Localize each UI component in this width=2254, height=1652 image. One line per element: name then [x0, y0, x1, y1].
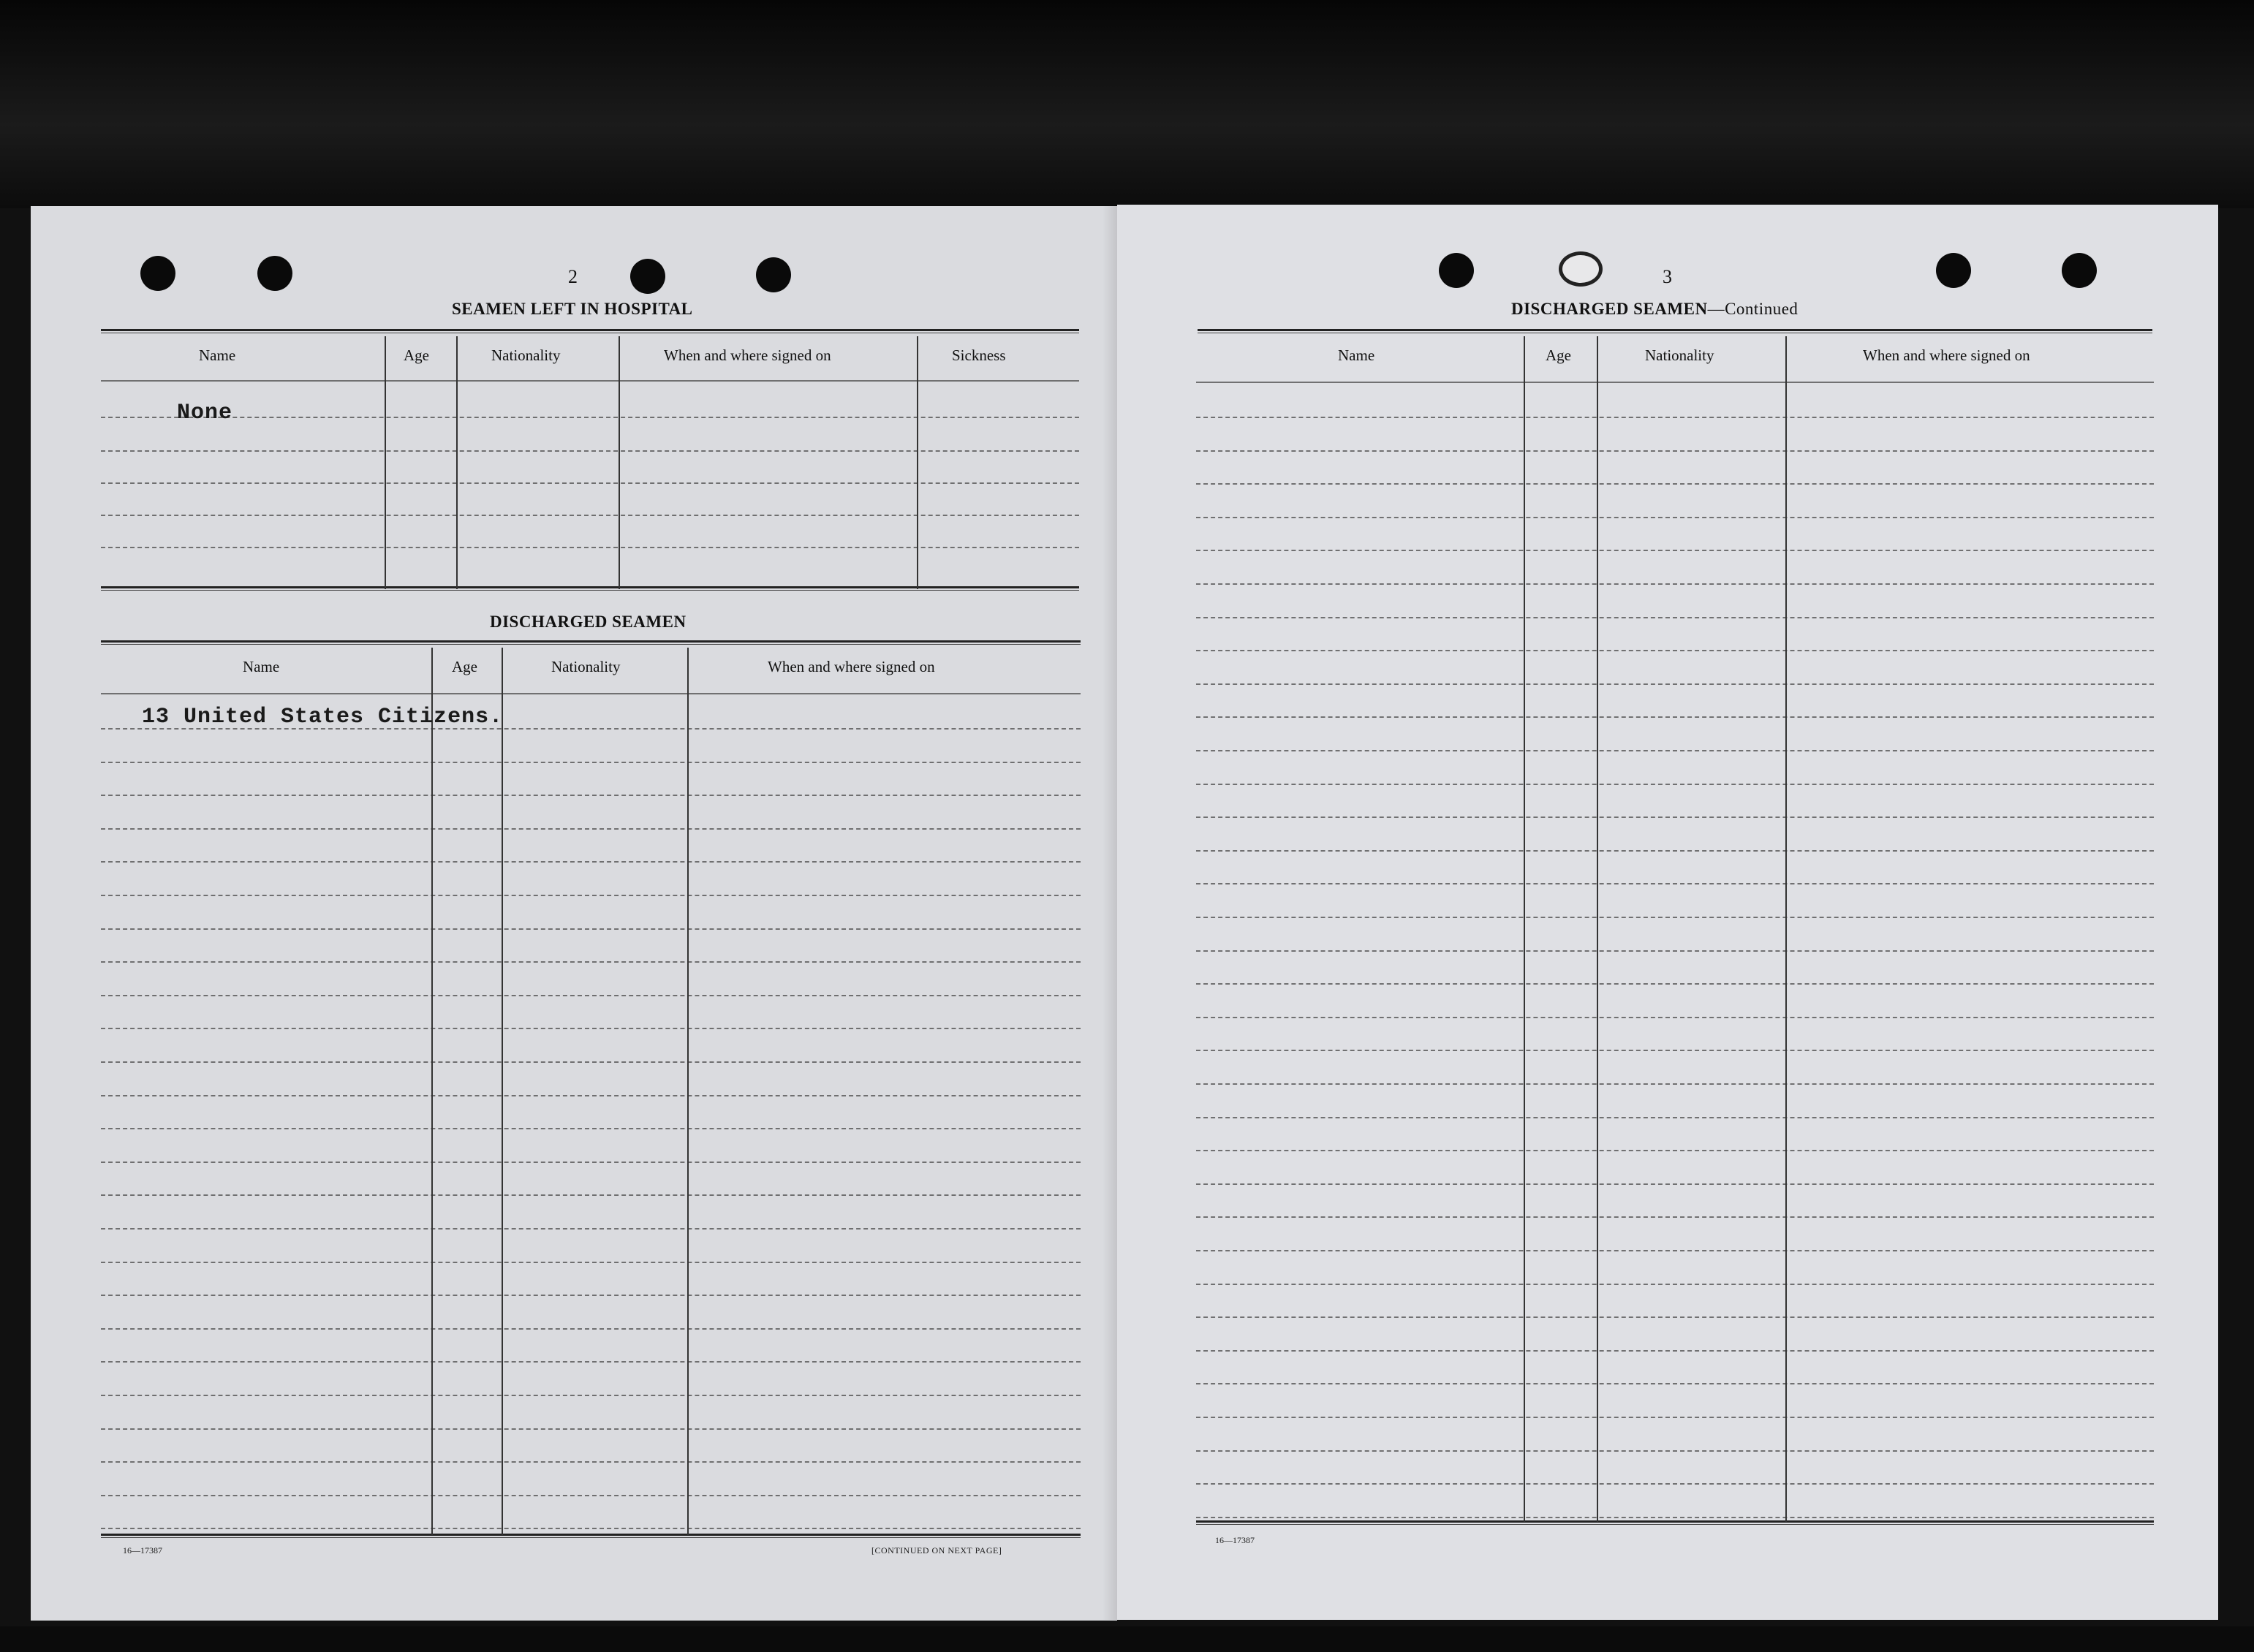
punch-hole: [1439, 253, 1474, 288]
row-rule: [101, 1028, 1081, 1029]
row-rule: [1196, 1450, 2154, 1452]
row-rule: [101, 762, 1081, 763]
page-number: 3: [1663, 266, 1672, 287]
section-title-suffix: —Continued: [1707, 300, 1799, 318]
row-rule: [1196, 1250, 2154, 1251]
column-divider: [1524, 336, 1525, 1522]
header-rule: [101, 380, 1079, 382]
row-rule: [1196, 850, 2154, 852]
row-rule: [101, 1428, 1081, 1430]
row-rule: [1196, 683, 2154, 685]
row-rule: [101, 1361, 1081, 1363]
row-rule: [101, 1461, 1081, 1463]
row-rule: [101, 928, 1081, 930]
row-rule: [101, 1262, 1081, 1263]
table-bottom-rule: [1196, 1520, 2154, 1525]
discharged-entry: 13 United States Citizens.: [142, 705, 504, 730]
row-rule: [1196, 417, 2154, 418]
row-rule: [1196, 1216, 2154, 1218]
punch-hole: [140, 256, 175, 291]
row-rule: [101, 515, 1079, 516]
row-rule: [1196, 617, 2154, 618]
column-header-nationality: Nationality: [1645, 346, 1714, 364]
row-rule: [1196, 583, 2154, 585]
row-rule: [101, 1528, 1081, 1529]
row-rule: [1196, 1417, 2154, 1418]
column-divider: [502, 648, 503, 1535]
continued-note: [CONTINUED ON NEXT PAGE]: [871, 1545, 1002, 1556]
row-rule: [101, 1495, 1081, 1496]
row-rule: [1196, 1183, 2154, 1185]
row-rule: [1196, 1483, 2154, 1485]
row-rule: [1196, 1383, 2154, 1384]
column-header-when-where: When and where signed on: [768, 658, 935, 675]
row-rule: [1196, 1316, 2154, 1318]
punch-hole: [257, 256, 292, 291]
row-rule: [101, 1295, 1081, 1296]
row-rule: [1196, 983, 2154, 985]
row-rule: [1196, 883, 2154, 884]
row-rule: [1196, 1083, 2154, 1085]
row-rule: [1196, 517, 2154, 518]
row-rule: [101, 417, 1079, 418]
column-header-name: Name: [243, 658, 280, 675]
column-header-sickness: Sickness: [952, 346, 1006, 364]
hospital-section-title: SEAMEN LEFT IN HOSPITAL: [452, 300, 693, 318]
row-rule: [101, 1328, 1081, 1330]
row-rule: [1196, 1117, 2154, 1118]
column-header-when-where: When and where signed on: [1863, 346, 2030, 364]
row-rule: [101, 828, 1081, 830]
row-rule: [101, 1228, 1081, 1229]
column-header-name: Name: [1338, 346, 1375, 364]
right-page: [1117, 205, 2218, 1620]
column-divider: [619, 336, 620, 589]
punch-hole: [1936, 253, 1971, 288]
table-bottom-rule: [101, 1534, 1081, 1538]
punch-hole: [756, 257, 791, 292]
row-rule: [101, 895, 1081, 896]
row-rule: [1196, 550, 2154, 551]
row-rule: [1196, 1017, 2154, 1018]
row-rule: [101, 547, 1079, 548]
row-rule: [1196, 750, 2154, 751]
scanner-background-bottom: [0, 1626, 2254, 1652]
table-top-rule: [101, 640, 1081, 645]
row-rule: [101, 1395, 1081, 1396]
form-number: 16—17387: [123, 1545, 162, 1556]
row-rule: [101, 1128, 1081, 1129]
column-divider: [1785, 336, 1787, 1522]
row-rule: [101, 1162, 1081, 1163]
column-header-age: Age: [1546, 346, 1571, 364]
column-header-nationality: Nationality: [491, 346, 561, 364]
column-header-when-where: When and where signed on: [664, 346, 831, 364]
row-rule: [1196, 784, 2154, 785]
row-rule: [101, 1194, 1081, 1196]
punch-hole: [1559, 251, 1603, 287]
row-rule: [101, 795, 1081, 796]
column-header-name: Name: [199, 346, 236, 364]
header-rule: [1196, 382, 2154, 383]
punch-hole: [630, 259, 665, 294]
left-page: [31, 206, 1117, 1621]
hospital-entry: None: [177, 401, 233, 425]
column-divider: [1597, 336, 1598, 1522]
page-number: 2: [568, 266, 578, 287]
row-rule: [1196, 950, 2154, 952]
discharged-section-title: DISCHARGED SEAMEN: [490, 613, 687, 631]
column-divider: [687, 648, 689, 1535]
row-rule: [1196, 716, 2154, 718]
scanner-background: [0, 0, 2254, 208]
punch-hole: [2062, 253, 2097, 288]
row-rule: [101, 961, 1081, 963]
table-top-rule: [101, 329, 1079, 333]
row-rule: [1196, 1350, 2154, 1352]
row-rule: [1196, 450, 2154, 452]
section-title-text: DISCHARGED SEAMEN: [1511, 300, 1708, 318]
row-rule: [101, 1061, 1081, 1063]
column-header-nationality: Nationality: [551, 658, 621, 675]
table-top-rule: [1198, 329, 2152, 333]
row-rule: [101, 1095, 1081, 1096]
row-rule: [101, 995, 1081, 996]
column-header-age: Age: [452, 658, 477, 675]
column-header-age: Age: [404, 346, 429, 364]
discharged-continued-title: [1511, 300, 1798, 319]
row-rule: [1196, 1517, 2154, 1518]
row-rule: [1196, 1284, 2154, 1285]
row-rule: [101, 861, 1081, 863]
row-rule: [1196, 816, 2154, 818]
row-rule: [1196, 917, 2154, 918]
header-rule: [101, 693, 1081, 694]
row-rule: [1196, 483, 2154, 485]
row-rule: [101, 482, 1079, 484]
row-rule: [101, 450, 1079, 452]
column-divider: [385, 336, 386, 589]
form-number: 16—17387: [1215, 1535, 1255, 1545]
column-divider: [431, 648, 433, 1535]
row-rule: [1196, 1050, 2154, 1051]
row-rule: [1196, 1150, 2154, 1151]
column-divider: [456, 336, 458, 589]
row-rule: [1196, 650, 2154, 651]
column-divider: [917, 336, 918, 589]
table-bottom-rule: [101, 586, 1079, 591]
